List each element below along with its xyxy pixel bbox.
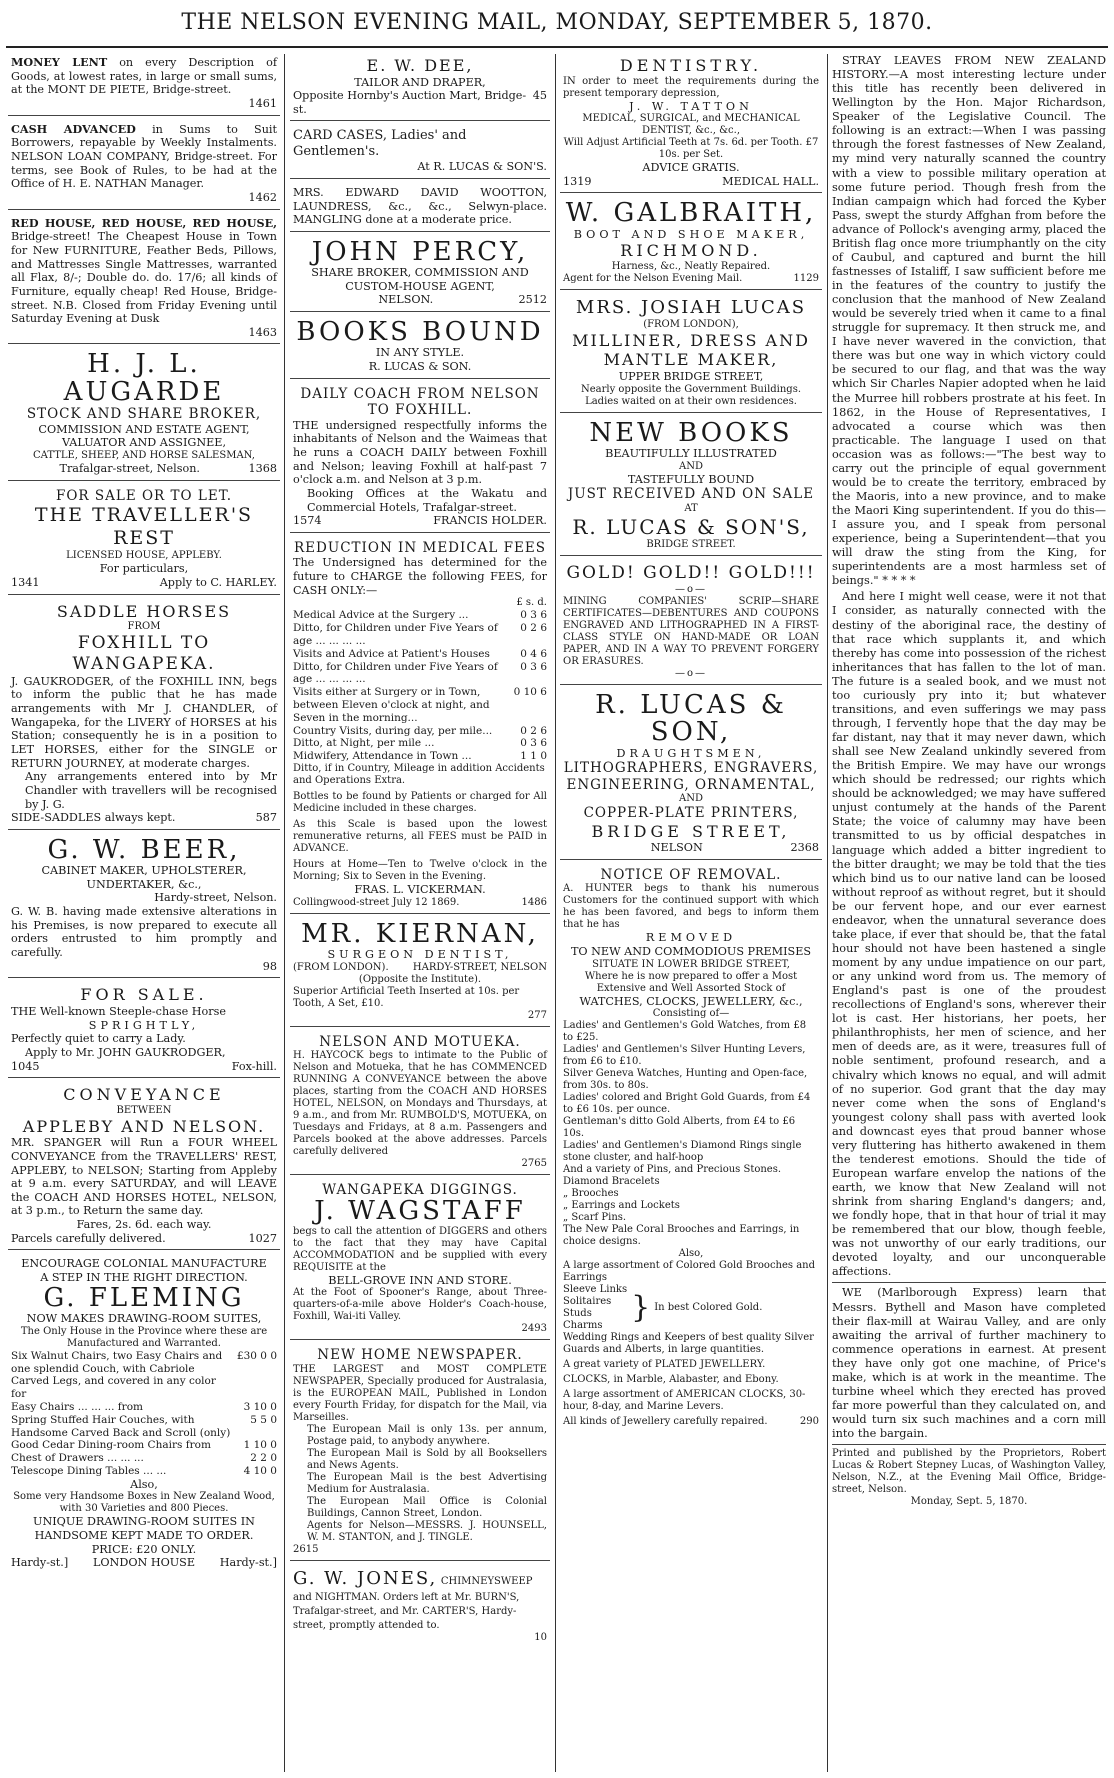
ad-line: FROM — [127, 621, 161, 633]
ad-address: HARDY-STREET, NELSON — [412, 961, 547, 973]
ad-travellers-rest — [8, 486, 280, 595]
price-row — [11, 1439, 277, 1452]
ad-number: 290 — [799, 1416, 819, 1428]
ad-line: Also, — [130, 1477, 158, 1491]
ad-line: For particulars, — [99, 562, 189, 576]
ad-daily-coach — [290, 384, 550, 533]
ad-title: BOOKS BOUND — [296, 317, 544, 348]
ad-line: REMOVED — [645, 931, 737, 945]
ad-line: VALUATOR AND ASSIGNEE, — [61, 436, 227, 450]
ad-body: THE Well-known Steeple-chase Horse — [11, 1004, 226, 1018]
ad-number: 10 — [534, 1631, 547, 1643]
ad-line: SIDE-SADDLES always kept. — [11, 811, 176, 825]
ad-body: J. GAUKRODGER, of the FOXHILL INN, begs to inform the public that he has made arrangements with Mr J. CHANDLER, of Wangapeka, for the LIVERY of HORSES at his Station; consequently he is in a position to LET HORSES, either for the SINGLE or RETURN JOURNEY, at moderate charges. — [11, 674, 277, 770]
ad-r-lucas-son — [560, 690, 822, 860]
ad-line: LITHOGRAPHERS, ENGRAVERS, — [563, 760, 819, 777]
ad-line: TAILOR AND DRAPER, — [354, 75, 486, 89]
ad-dee — [290, 54, 550, 121]
ad-body: G. W. B. having made extensive alterations in his Premises, is now prepared to execute all orders entrusted to him promptly and carefully. — [11, 905, 277, 960]
ad-number: 1341 — [11, 575, 40, 589]
ad-heading: NELSON AND MOTUEKA. — [319, 1033, 521, 1050]
ad-line: MEDICAL, SURGICAL, and MECHANICAL DENTIST, &c., &c., — [582, 113, 800, 137]
ad-line: TO NEW AND COMMODIOUS PREMISES — [570, 945, 812, 959]
price-row — [11, 1350, 277, 1401]
ad-red-house — [8, 215, 280, 345]
ad-line: SHARE BROKER, COMMISSION AND — [311, 266, 529, 280]
ad-line: The Only House in the Province where these are Manufactured and Warranted. — [20, 1325, 268, 1349]
fee-desc: Visits and Advice at Patient's Houses — [293, 647, 490, 660]
ad-number: 1027 — [248, 1231, 277, 1245]
ad-line: Fares, 2s. 6d. each way. — [76, 1218, 212, 1232]
ad-number: 1045 — [11, 1059, 40, 1073]
price-desc: Easy Chairs ... ... ... from — [11, 1400, 143, 1413]
ad-line: Apply to Mr. JOHN GAUKRODGER, — [25, 1045, 226, 1059]
ad-line: BETWEEN — [116, 1104, 172, 1116]
ad-title: GOLD! GOLD!! GOLD!!! — [566, 563, 816, 584]
masthead: THE NELSON EVENING MAIL, MONDAY, SEPTEMBER 5, 1870. — [181, 10, 933, 35]
ad-line: Perfectly quiet to carry a Lady. — [11, 1032, 186, 1046]
ad-line: Fox-hill. — [231, 1059, 277, 1073]
fee-value: 0 2 6 — [520, 724, 547, 737]
price-list — [11, 1350, 277, 1478]
ad-line: PRICE: £20 ONLY. — [91, 1542, 197, 1556]
ad-line: Collingwood-street July 12 1869. — [293, 896, 460, 908]
ad-body: The European Mail Office is Colonial Buildings, Cannon Street, London. — [307, 1495, 547, 1519]
ad-wootton — [290, 184, 550, 232]
ad-heading: CONVEYANCE — [63, 1085, 225, 1105]
ad-title: G. FLEMING — [43, 1282, 245, 1313]
ad-sprightly — [8, 983, 280, 1078]
stock-item: Silver Geneva Watches, Hunting and Open-face, from 30s. to 80s. — [563, 1068, 808, 1092]
ad-medical-fees — [290, 538, 550, 914]
ad-number: 1368 — [248, 461, 277, 475]
fee-row — [293, 725, 547, 738]
ad-body: on every Description of Goods, at lowest rates, in large or small sums, at the MONT DE PIETE, Bridge-street. — [11, 56, 277, 97]
ad-title: SADDLE HORSES — [56, 601, 232, 621]
ad-number: 98 — [262, 959, 277, 973]
column-rule — [827, 54, 828, 1772]
ad-number: 2512 — [518, 293, 547, 307]
ad-title: THE TRAVELLER'S REST — [34, 503, 254, 550]
ad-signature: FRANCIS HOLDER. — [433, 514, 547, 528]
ad-dentistry — [560, 54, 822, 193]
ad-line: Hardy-st.] — [219, 1556, 277, 1570]
ad-line: WATCHES, CLOCKS, JEWELLERY, &c., — [579, 994, 803, 1008]
ad-line: BOOT AND SHOE MAKER, — [573, 227, 809, 241]
ad-line: IN ANY STYLE. — [375, 346, 465, 360]
ornament: —o— — [674, 667, 708, 679]
imprint-date: Monday, Sept. 5, 1870. — [910, 1496, 1028, 1508]
price-row — [11, 1414, 277, 1440]
price-desc: Good Cedar Dining-room Chairs from — [11, 1439, 211, 1452]
ad-new-home-newspaper — [290, 1345, 550, 1560]
ad-number: 2615 — [293, 1543, 319, 1555]
ad-line: COMMISSION AND ESTATE AGENT, — [38, 422, 250, 436]
ad-line: In best Colored Gold. — [654, 1302, 763, 1314]
ornament: —o— — [674, 583, 708, 595]
ad-line: Nearly opposite the Government Buildings. — [580, 383, 802, 395]
column-rule — [284, 54, 285, 1772]
ad-title: RED HOUSE, RED HOUSE, RED HOUSE, — [11, 215, 277, 230]
ad-address: Hardy-street, Nelson. — [154, 891, 277, 905]
column-3 — [560, 54, 822, 1772]
column-2 — [290, 54, 550, 1772]
ad-number: 2493 — [521, 1323, 547, 1335]
ad-line: Where he is now prepared to offer a Most Extensive and Well Assorted Stock of — [584, 970, 798, 994]
article-paragraph: WE (Marlborough Express) learn that Messrs. Bythell and Mason have completed their flax-mill at Wairau Valley, and are only awaiting the arrival of further machinery to commence operations in earnest. At present they have only got one machine, of Price's make, which is at work in the meantime. The turbine wheel which they erected has proved far more powerful than they calculated on, and would turn six such machines and a corn mill into the bargain. — [832, 1286, 1106, 1441]
column-1 — [8, 54, 280, 1772]
article-paragraph: And here I might well cease, were it not that I consider, as naturally connected with the destiny of the aboriginal race, the destiny of that race which supplants it, and which thereby has come into possession of the richest inheritances that has fallen to the lot of man. The future is a sealed book, and we must not too curiously pry into it; but whatever transitions, and even sufferings we may pass through, I fervently hope that the day may be far distant, nay that it may never dawn, which shall see New Zealand unkindly severed from the British Empire. We may have our wrongs which should be redressed; our rights which should be acknowledged; we may have suffered unjust contumely at the hands of the Parent State; the voice of calumny may have been transmitted to us by official despatches in language which added a bitter ingredient to the bitter draught; we may be told that the ties which bind us to our native land can be loosed without reproof as without regret, but it should be our fervent hope, and our ever earnest endeavor, when the unnatural severance does take place, if ever that should be, that the fatal hour should not have been hastened a single moment by any undue impatience on our part, or any unkind word from us. The memory of England's past is one of the proudest recollections of England's sons, wherever their lot is cast. Her historians, her poets, her philanthrophists, her men of science, and her men of deeds are, as it were, treasures full of noble sentiment, profound research, and a chivalry which knows no equal, and will admit of no superior. God grant that the day may never come when the sons of England's youngest colony shall pass with averted look and downcast eyes that proud banner whose very fluttering has hitherto awakened in them the tenderest emotions. Should the tide of European warfare envelop the nations of the earth, we know that New Zealand will not shrink from sharing England's dangers; and, we fondly hope, that in that hour of trial it may be remembered that our blow, though feeble, was not unworthy of our early traditions, our devoted loyalty, and our unconquerable affections. — [832, 590, 1106, 1279]
ad-heading: NEW HOME NEWSPAPER. — [317, 1347, 523, 1364]
stock-item: „ Brooches — [563, 1188, 619, 1200]
ad-title: JOHN PERCY, — [311, 236, 529, 267]
ad-number: 1574 — [293, 514, 322, 528]
ad-line: SURGEON DENTIST, — [327, 947, 513, 961]
ad-saddle-horses — [8, 600, 280, 830]
fee-row — [293, 609, 547, 622]
stock-item: Ladies' and Gentlemen's Gold Watches, from £8 to £25. — [563, 1020, 807, 1044]
fee-value: 0 2 6 — [520, 622, 547, 635]
fee-desc: Ditto, for Children under Five Years of age ... ... ... ... — [293, 660, 498, 686]
ad-body: in Sums to Suit Borrowers, repayable by Weekly Instalments. NELSON LOAN COMPANY, Bridge-street. For terms, see Book of Rules, to be had at the Office of H. E. NATHAN Manager. — [11, 122, 277, 191]
ad-title: G. W. BEER, — [47, 834, 241, 865]
price-desc: Telescope Dining Tables ... ... — [11, 1464, 167, 1477]
ad-title: G. W. JONES, — [293, 1567, 438, 1589]
ad-title: FOXHILL TO WANGAPEKA. — [72, 633, 216, 674]
ad-body: begs to call the attention of DIGGERS and others to the fact that they may have Capital ACCOMMODATION and be supplied with every REQUISITE at the — [293, 1225, 547, 1273]
ad-body: The European Mail is Sold by all Booksellers and News Agents. — [307, 1447, 547, 1471]
ad-line: DRAUGHTSMEN, — [616, 746, 766, 760]
price-desc: Six Walnut Chairs, two Easy Chairs and one splendid Couch, with Cabriole Carved Legs, and covered in any color for — [11, 1349, 223, 1401]
ad-number: 277 — [527, 1009, 547, 1021]
ad-line: Ditto, if in Country, Mileage in addition Accidents and Operations Extra. — [293, 762, 545, 786]
ad-line: Agent for the Nelson Evening Mail. — [563, 272, 743, 284]
ad-line: NOW MAKES DRAWING-ROOM SUITES, — [26, 1312, 262, 1326]
ad-body: Hours at Home—Ten to Twelve o'clock in the Morning; Six to Seven in the Evening. — [293, 858, 547, 882]
fee-desc: Medical Advice at the Surgery ... — [293, 609, 469, 622]
ad-body: The European Mail is the best Advertising Medium for Australasia. — [307, 1471, 547, 1495]
ad-title: J. WAGSTAFF — [314, 1196, 526, 1227]
ad-number: 1461 — [248, 96, 277, 110]
ad-line: Parcels carefully delivered. — [11, 1231, 166, 1245]
ad-line: MILLINER, DRESS AND MANTLE MAKER, — [572, 330, 810, 370]
ad-title: NEW BOOKS — [589, 417, 793, 448]
ad-line: CATTLE, SHEEP, AND HORSE SALESMAN, — [33, 449, 255, 461]
stock-item: Ladies' and Gentlemen's Silver Hunting Levers, from £6 to £10. — [563, 1044, 806, 1068]
ad-body: Bridge-street! The Cheapest House in Town for New FURNITURE, Feather Beds, Pillows, and Mattresses Single Mattresses, warranted all Flax, 8/-; Double do. do. 17/6; all kinds of Furniture, equally cheap! Red House, Bridge-street. N.B. Closed from Friday Evening until Saturday Evening at Dusk — [11, 230, 277, 326]
ad-line: CABINET MAKER, UPHOLSTERER, — [41, 864, 247, 878]
ad-body: Any arrangements entered into by Mr Chandler with travellers will be recognised by J. G. — [25, 770, 277, 811]
ad-title: MONEY LENT — [11, 55, 108, 69]
ad-line: BRIDGE STREET. — [646, 539, 736, 551]
ad-kiernan — [290, 919, 550, 1027]
ad-title: W. GALBRAITH, — [565, 198, 817, 229]
ad-number: 1129 — [793, 272, 819, 284]
ad-line: (Opposite the Institute). — [358, 973, 482, 985]
fee-row — [293, 750, 547, 763]
ad-line: BELL-GROVE INN AND STORE. — [328, 1273, 512, 1287]
ad-line: SITUATE IN LOWER BRIDGE STREET, — [592, 958, 790, 970]
fee-value: 0 10 6 — [513, 686, 547, 699]
ad-line: Will Adjust Artificial Teeth at 7s. 6d. per Tooth. £7 10s. per Set. — [563, 137, 819, 161]
price-row — [11, 1465, 277, 1478]
ad-line: ADVICE GRATIS. — [642, 161, 740, 175]
masthead-rule — [6, 46, 1108, 48]
ad-line: AND — [679, 793, 703, 805]
ad-line: COPPER-PLATE PRINTERS, — [583, 805, 799, 822]
ad-line: RICHMOND. — [620, 241, 762, 261]
ad-number: 1319 — [563, 174, 592, 188]
ad-fleming — [8, 1255, 280, 1574]
price-row — [11, 1401, 277, 1414]
ad-haycock — [290, 1032, 550, 1175]
ad-laugarde — [8, 349, 280, 480]
price-value: 4 10 0 — [243, 1464, 277, 1477]
ad-cash-advanced — [8, 121, 280, 210]
fee-value: 0 3 6 — [520, 737, 547, 750]
ad-number: 1463 — [248, 325, 277, 339]
ad-body: CARD CASES, Ladies' and Gentlemen's. — [293, 128, 467, 160]
ad-galbraith — [560, 198, 822, 289]
ad-line: R. LUCAS & SON. — [368, 360, 472, 374]
ad-wagstaff — [290, 1180, 550, 1340]
ad-line: BEAUTIFULLY ILLUSTRATED — [605, 446, 777, 460]
ad-title: MRS. JOSIAH LUCAS — [575, 296, 807, 318]
ad-heading: WANGAPEKA DIGGINGS. — [322, 1181, 518, 1198]
ad-line: MEDICAL HALL. — [722, 174, 819, 188]
ad-line: Hardy-st.] — [11, 1556, 69, 1570]
ad-number: 1462 — [248, 190, 277, 204]
gold-group-item: Solitaires — [563, 1296, 612, 1308]
ad-gold — [560, 561, 822, 685]
ad-line: Some very Handsome Boxes in New Zealand Wood, with 30 Varieties and 800 Pieces. — [13, 1491, 275, 1515]
stock-item: Gentleman's ditto Gold Alberts, from £4 to £6 10s. — [563, 1116, 796, 1140]
stock-item: Ladies' colored and Bright Gold Guards, from £4 to £6 10s. per ounce. — [563, 1092, 811, 1116]
ad-line: All kinds of Jewellery carefully repaired. — [563, 1416, 768, 1428]
fee-value: 0 3 6 — [520, 609, 547, 622]
fee-desc: Ditto, at Night, per mile ... — [293, 737, 435, 750]
ad-line: Harness, &c., Neatly Repaired. — [611, 260, 771, 272]
ad-removal — [560, 865, 822, 1432]
ad-signature: FRAS. L. VICKERMAN. — [354, 882, 486, 896]
ad-title: R. LUCAS & SON, — [595, 690, 787, 748]
price-value: 2 2 0 — [250, 1452, 277, 1465]
ad-new-books — [560, 418, 822, 556]
ad-line: R. LUCAS & SON'S, — [572, 514, 810, 539]
fee-desc: Visits either at Surgery or in Town, between Eleven o'clock at night, and Seven in the morning... — [293, 686, 490, 724]
stock-item: And a variety of Pins, and Precious Stones. — [563, 1164, 782, 1176]
fee-table — [293, 609, 547, 763]
price-value: 1 10 0 — [243, 1439, 277, 1452]
ad-heading: DAILY COACH FROM NELSON TO FOXHILL. — [300, 385, 540, 419]
ad-body: Booking Offices at the Wakatu and Commercial Hotels, Trafalgar-street. — [307, 486, 547, 514]
ad-heading: FOR SALE OR TO LET. — [55, 487, 233, 504]
stock-list — [563, 1020, 819, 1248]
ad-line: ENGINEERING, ORNAMENTAL, — [566, 776, 816, 793]
ad-body: A. HUNTER begs to thank his numerous Customers for the continued support with which he has been favored, and begs to inform them that he has — [563, 883, 819, 931]
stock-item: „ Earrings and Lockets — [563, 1200, 680, 1212]
stock-item: Ladies' and Gentlemen's Diamond Rings single stone cluster, and half-hoop — [563, 1140, 802, 1164]
ad-body: At the Foot of Spooner's Range, about Three-quarters-of-a-mile above Holder's Coach-house, Foxhill, Wai-iti Valley. — [293, 1287, 547, 1323]
ad-line: LONDON HOUSE — [92, 1556, 196, 1570]
ad-body: The Undersigned has determined for the future to CHARGE the following FEES, for CASH ONLY:— — [293, 556, 547, 597]
fee-columns: £ s. d. — [516, 597, 547, 609]
ad-body: THE LARGEST and MOST COMPLETE NEWSPAPER, Specially produced for Australasia, is the EUROPEAN MAIL, Published in London every Fourth Friday, for dispatch for the Mail, via Marseilles. — [293, 1363, 547, 1423]
ad-heading: FOR SALE. — [80, 985, 208, 1005]
ad-title: MR. KIERNAN, — [301, 918, 539, 949]
ad-title: J. W. TATTON — [629, 99, 753, 113]
ad-body: MINING COMPANIES' SCRIP—SHARE CERTIFICATES—DEBENTURES AND COUPONS ENGRAVED AND LITHOGRAPHED IN A FIRST-CLASS STYLE ON HAND-MADE OR LOAN PAPER, AND IN A WAY TO PREVENT FORGERY OR ERASURES. — [563, 595, 819, 667]
ad-body: THE undersigned respectfully informs the inhabitants of Nelson and the Waimeas that he runs a COACH DAILY between Foxhill and Nelson; leaving Foxhill at half-past 7 o'clock a.m. and Nelson at 3 p.m. — [293, 418, 547, 487]
column-4 — [832, 54, 1106, 1772]
ad-body: Agents for Nelson—MESSRS. J. HOUNSELL, W. M. STANTON, and J. TINGLE. — [307, 1519, 547, 1543]
ad-address: Trafalgar-street, Nelson. — [59, 461, 200, 475]
fee-value: 0 4 6 — [520, 647, 547, 660]
stock-item: Diamond Bracelets — [563, 1176, 660, 1188]
ad-heading: APPLEBY AND NELSON. — [22, 1116, 266, 1136]
ad-body: Bottles to be found by Patients or charged for All Medicine included in these charges. — [293, 790, 547, 814]
ad-number: 45 — [532, 89, 547, 103]
fee-row — [293, 622, 547, 648]
gold-group-item: Studs — [563, 1308, 592, 1320]
fee-value: 0 3 6 — [520, 660, 547, 673]
ad-line: STOCK AND SHARE BROKER, — [26, 406, 262, 423]
fee-row — [293, 686, 547, 724]
ad-line: TASTEFULLY BOUND — [627, 472, 755, 486]
ad-money-lent — [8, 54, 280, 116]
gold-group-item: Charms — [563, 1320, 603, 1332]
imprint: Printed and published by the Proprietors, Robert Lucas & Robert Stepney Lucas, of Washington Valley, Nelson, N.Z., at the Evening Mail Office, Bridge-street, Nelson. — [832, 1448, 1106, 1496]
ad-line: A great variety of PLATED JEWELLERY. — [563, 1359, 766, 1371]
ad-line: BRIDGE STREET, — [591, 821, 791, 841]
ad-line: NELSON. — [378, 293, 434, 307]
ad-body: The European Mail is only 13s. per annum, Postage paid, to anybody anywhere. — [307, 1423, 547, 1447]
stock-item: The New Pale Coral Brooches and Earrings, in choice designs. — [563, 1224, 800, 1248]
fee-value: 1 1 0 — [520, 750, 547, 763]
fee-desc: Ditto, for Children under Five Years of age ... ... ... ... — [293, 622, 498, 647]
ad-heading: NOTICE OF REMOVAL. — [600, 867, 782, 883]
price-desc: Spring Stuffed Hair Couches, with Handsome Carved Back and Scroll (only) — [11, 1413, 231, 1439]
ad-line: At R. LUCAS & SON'S. — [417, 160, 547, 174]
ad-line: (FROM LONDON), — [643, 318, 739, 330]
ad-line: AT — [684, 502, 698, 514]
price-value: 3 10 0 — [243, 1400, 277, 1413]
ad-number: 587 — [255, 811, 277, 825]
ad-mrs-lucas — [560, 295, 822, 413]
brace: } — [631, 1290, 651, 1326]
stock-item: „ Scarf Pins. — [563, 1212, 627, 1224]
ad-body: CHIMNEYSWEEP and NIGHTMAN. Orders left at Mr. BURN'S, Trafalgar-street, and Mr. CARTER'S, Hardy-street, promptly attended to. — [293, 1575, 533, 1631]
ad-percy — [290, 237, 550, 312]
ad-jones — [290, 1566, 550, 1648]
ad-books-bound — [290, 317, 550, 379]
ad-card-cases — [290, 126, 550, 178]
ad-heading: ENCOURAGE COLONIAL MANUFACTURE — [21, 1257, 267, 1271]
ad-heading: REDUCTION IN MEDICAL FEES — [294, 539, 546, 556]
ad-body: Superior Artificial Teeth Inserted at 10s. per Tooth, A Set, £10. — [293, 985, 520, 1009]
ad-line: UNIQUE DRAWING-ROOM SUITES IN HANDSOME KEPT MADE TO ORDER. — [33, 1515, 255, 1542]
ad-beer — [8, 835, 280, 979]
gold-group-item: Sleeve Links — [563, 1284, 628, 1296]
ad-body: MRS. EDWARD DAVID WOOTTON, LAUNDRESS, &c., &c., Selwyn-place. MANGLING done at a moderate price. — [293, 185, 547, 227]
ad-title: E. W. DEE, — [366, 56, 474, 75]
ad-number: 2368 — [790, 841, 819, 855]
ad-line: CLOCKS, in Marble, Alabaster, and Ebony. — [563, 1374, 779, 1386]
ad-line: JUST RECEIVED AND ON SALE — [567, 486, 815, 503]
ad-line: Opposite Hornby's Auction Mart, Bridge-st. — [293, 89, 527, 116]
fee-row — [293, 648, 547, 661]
ad-line: Consisting of— — [652, 1008, 730, 1020]
price-value: 5 5 0 — [250, 1413, 277, 1426]
ad-body: MR. SPANGER will Run a FOUR WHEEL CONVEYANCE from the TRAVELLERS' REST, APPLEBY, to NELSON; Starting from Appleby at 9 a.m. every SATURDAY, and will LEAVE the COACH AND HORSES HOTEL, NELSON, at 3 p.m., to Return the same day. — [11, 1136, 277, 1218]
ad-title: SPRIGHTLY, — [88, 1018, 200, 1032]
price-value: £30 0 0 — [236, 1349, 277, 1362]
ad-number: 2765 — [521, 1157, 547, 1169]
ad-line: UNDERTAKER, &c., — [86, 877, 202, 891]
article-paragraph: STRAY LEAVES FROM NEW ZEALAND HISTORY.—A most interesting lecture under this title has recently been delivered in Wellington by the Hon. Major Richardson, Speaker of the Legislative Council. The following is an extract:—When I was passing through the forest fastnesses of New Zealand, my mind very naturally scanned the country with a view to possible military operation at some future period. Though fresh from the Indian campaign which had forced the Kyber Pass, swept the sturdy Affghan from before the advance of Pollock's avenging army, placed the British flag once more triumphantly on the city of Caubul, and captured and burnt the hill fastnesses of Istaliff, I saw sufficient before me in the features of the country to justify the conclusion that the manhood of New Zealand would be severely tried when it came to a final struggle for supremacy. It then struck me, and I have never wavered in the conviction, that there was but one way in which victory could be secured to our flag, and that was the way which Sir Charles Napier adopted when he laid the Murree hill robbers prostrate at his feet. In 1862, in the House of Representatives, I advocated a course which was then practicable. The language I used on that occasion was as follows:—"The best way to carry out the principle of equal government would be to create the territory, embraced by the Maoris, into a new province, and to make the Maori King superintendent. If you do this—I assure you, and I speak from personal experience, being a Superintendent—that you will draw the sting from the King, for superintendents are a most harmless set of beings." * * * * — [832, 54, 1106, 588]
ad-line: NELSON — [650, 841, 703, 855]
ad-conveyance — [8, 1083, 280, 1250]
ad-title: CASH ADVANCED — [11, 121, 136, 136]
ad-number: 1486 — [521, 896, 547, 908]
ad-line: Apply to C. HARLEY. — [159, 575, 277, 589]
price-row — [11, 1452, 277, 1465]
ad-line: (FROM LONDON). — [293, 961, 389, 973]
ad-line: A large assortment of Colored Gold Brooches and Earrings — [563, 1260, 816, 1284]
gold-group-list — [563, 1284, 627, 1332]
price-desc: Chest of Drawers ... ... ... — [11, 1452, 144, 1465]
column-rule — [555, 54, 556, 1772]
gold-group — [563, 1284, 819, 1332]
ad-line: CUSTOM-HOUSE AGENT, — [345, 279, 495, 293]
fee-row — [293, 661, 547, 687]
ad-body: IN order to meet the requirements during the present temporary depression, — [563, 75, 819, 99]
ad-line: UPPER BRIDGE STREET, — [618, 369, 764, 383]
ad-line: A large assortment of AMERICAN CLOCKS, 30-hour, 8-day, and Marine Levers. — [563, 1389, 806, 1413]
ad-body: H. HAYCOCK begs to intimate to the Public of Nelson and Motueka, that he has COMMENCED RUNNING A CONVEYANCE between the above places, starting from the COACH AND HORSES HOTEL, NELSON, on Mondays and Thursdays, at 9 a.m., and from Mr. RUMBOLD'S, MOTUEKA, on Tuesdays and Fridays, at 8 a.m. Passengers and Parcels booked at the above addresses. Parcels carefully delivered — [293, 1049, 547, 1157]
ad-line: LICENSED HOUSE, APPLEBY. — [66, 550, 222, 562]
ad-line: Wedding Rings and Keepers of best quality Silver Guards and Alberts, in large quantities. — [563, 1332, 814, 1356]
ad-title: H. J. L. AUGARDE — [63, 349, 225, 407]
ad-line: AND — [679, 460, 703, 472]
ad-line: Also, — [678, 1248, 704, 1260]
fee-desc: Midwifery, Attendance in Town ... — [293, 750, 472, 763]
ad-heading: DENTISTRY. — [619, 56, 763, 75]
fee-desc: Country Visits, during day, per mile... — [293, 724, 493, 737]
ad-line: Ladies waited on at their own residences. — [585, 395, 797, 407]
ad-body: As this Scale is based upon the lowest remunerative returns, all FEES must be PAID in ADVANCE. — [293, 818, 547, 854]
ad-heading: A STEP IN THE RIGHT DIRECTION. — [40, 1271, 248, 1285]
fee-row — [293, 737, 547, 750]
